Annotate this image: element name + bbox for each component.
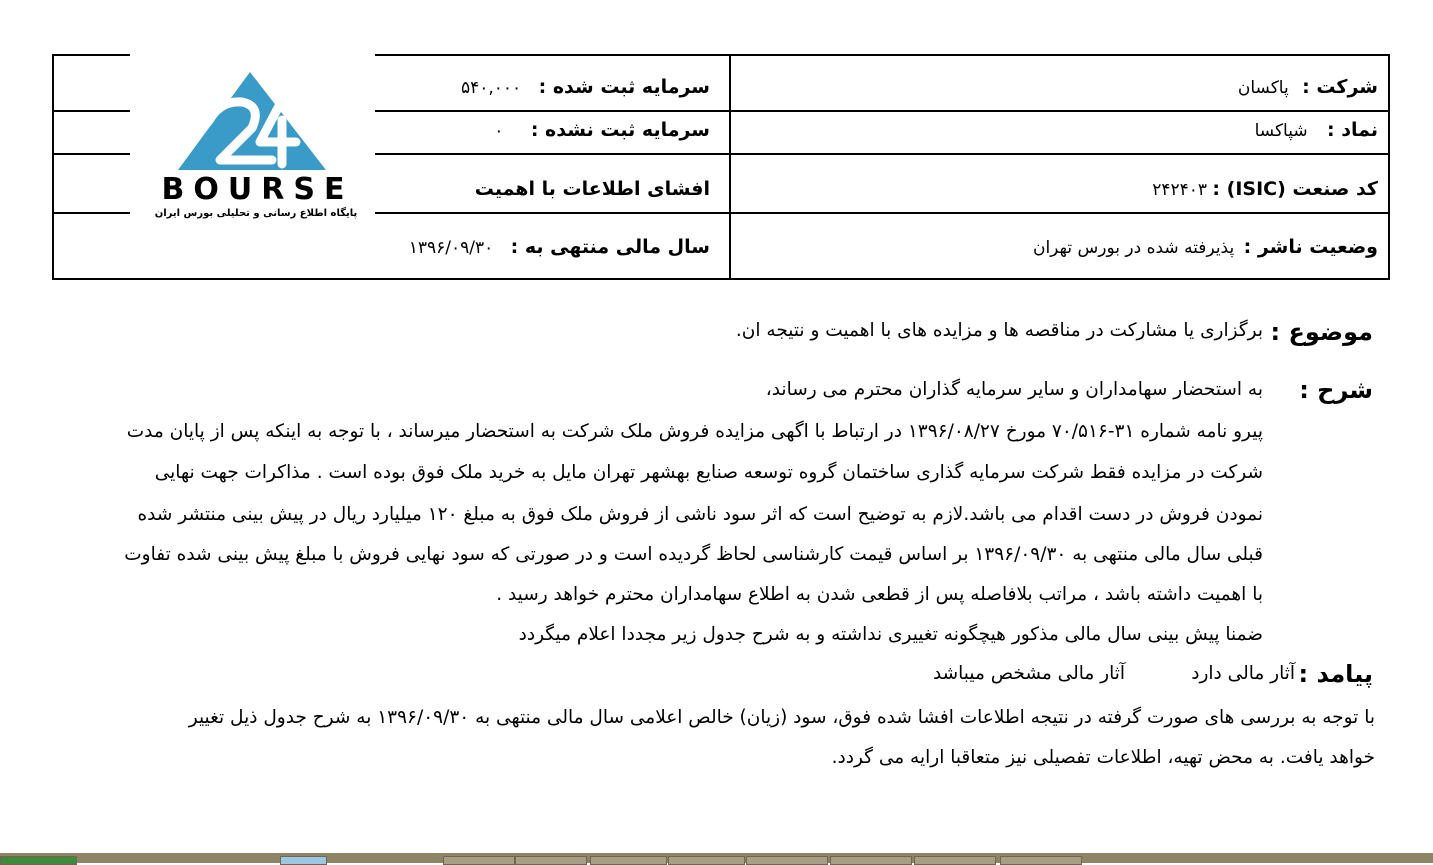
description-line: پیرو نامه شماره ۳۱-۷۰/۵۱۶ مورخ ۱۳۹۶/۰۸/۲۷ در ارتباط با اگهی مزایده فروش ملک شرکت به استحضار میرساند ، با توجه به اینکه پس از پایان مدت (126, 421, 1263, 442)
taskbar-item[interactable] (280, 856, 327, 865)
subject-text: برگزاری یا مشارکت در مناقصه ها و مزایده های با اهمیت و نتیجه ان. (735, 320, 1263, 341)
symbol-value: شپاکسا (1254, 121, 1308, 141)
symbol-label: نماد : (1327, 119, 1378, 141)
fiscal-year-label: سال مالی منتهی به : (510, 236, 710, 258)
header-row-line (52, 212, 132, 214)
consequence-line: خواهد یافت. به محض تهیه، اطلاعات تفصیلی نیز متعاقبا ارایه می گردد. (831, 747, 1375, 768)
taskbar-item[interactable] (515, 856, 587, 865)
taskbar-item[interactable] (0, 856, 77, 865)
symbol-row (1255, 119, 1378, 141)
description-label: شرح : (1299, 376, 1373, 404)
registered-capital-label: سرمایه ثبت شده : (538, 76, 710, 98)
header-row-line (375, 110, 1390, 112)
industry-label: کد صنعت (ISIC) : (1212, 178, 1378, 200)
company-value: پاکسان (1237, 78, 1289, 98)
description-line: با اهمیت داشته باشد ، مراتب بلافاصله پس از قطعی شدن به اطلاع سهامداران محترم خواهد رسید . (496, 584, 1263, 605)
unregistered-capital-row (494, 119, 710, 141)
header-row-line (52, 110, 132, 112)
status-row (1033, 236, 1378, 258)
logo-mark-icon (130, 52, 375, 182)
taskbar-item[interactable] (590, 856, 667, 865)
consequence-option-1: آثار مالی دارد (1191, 663, 1295, 684)
taskbar-item[interactable] (1000, 856, 1082, 865)
status-label: وضعیت ناشر : (1243, 236, 1378, 258)
taskbar-item[interactable] (830, 856, 912, 865)
registered-capital-value: ۵۴۰,۰۰۰ (461, 78, 522, 98)
registered-capital-row (461, 76, 710, 98)
industry-row (1152, 178, 1378, 200)
disclosure-title (475, 178, 710, 200)
company-row (1238, 76, 1378, 98)
taskbar-item[interactable] (914, 856, 996, 865)
logo-subtitle: پایگاه اطلاع رسانی و تحلیلی بورس ایران (154, 208, 358, 219)
description-line: ضمنا پیش بینی سال مالی مذکور هیچگونه تغییری نداشته و به شرح جدول زیر مجددا اعلام میگردد (518, 624, 1263, 645)
taskbar-item[interactable] (668, 856, 745, 865)
fiscal-year-row (409, 236, 710, 258)
taskbar-item[interactable] (746, 856, 828, 865)
header-row-line (52, 153, 132, 155)
taskbar-item[interactable] (443, 856, 515, 865)
description-line: شرکت در مزایده فقط شرکت سرمایه گذاری ساختمان گروه توسعه صنایع بهشهر تهران مایل به خرید ملک فوق بوده است . مذاکرات جهت نهایی (154, 462, 1263, 483)
header-divider (729, 54, 731, 280)
industry-value: ۲۴۲۴۰۳ (1152, 180, 1207, 200)
consequence-option-2: آثار مالی مشخص میباشد (932, 663, 1125, 684)
logo-text: BOURSE (161, 172, 354, 207)
description-line: نمودن فروش در دست اقدام می باشد.لازم به توضیح است که اثر سود ناشی از فروش ملک فوق به مبلغ ۱۲۰ میلیارد ریال در پیش بینی منتشر شده (137, 504, 1263, 525)
status-value: پذیرفته شده در بورس تهران (1032, 238, 1235, 258)
company-label: شرکت : (1302, 76, 1378, 98)
unregistered-capital-label: سرمایه ثبت نشده : (530, 119, 710, 141)
subject-label: موضوع : (1270, 318, 1373, 346)
fiscal-year-value: ۱۳۹۶/۰۹/۳۰ (408, 238, 494, 258)
consequence-line: با توجه به بررسی های صورت گرفته در نتیجه اطلاعات افشا شده فوق، سود (زیان) خالص اعلامی سال مالی منتهی به ۱۳۹۶/۰۹/۳۰ به شرح جدول ذیل تغییر (188, 707, 1375, 728)
consequence-label: پیامد : (1298, 660, 1373, 688)
description-line: قبلی سال مالی منتهی به ۱۳۹۶/۰۹/۳۰ بر اساس قیمت کارشناسی لحاظ گردیده است و در صورتی که سود نهایی فروش با مبلغ پیش بینی شده تفاوت (124, 544, 1263, 565)
description-line: به استحضار سهامداران و سایر سرمایه گذاران محترم می رساند، (765, 379, 1263, 400)
disclosure-title-text: افشای اطلاعات با اهمیت (474, 178, 710, 200)
header-row-line (375, 212, 1390, 214)
header-row-line (375, 153, 1390, 155)
unregistered-capital-value: ۰ (494, 121, 504, 141)
